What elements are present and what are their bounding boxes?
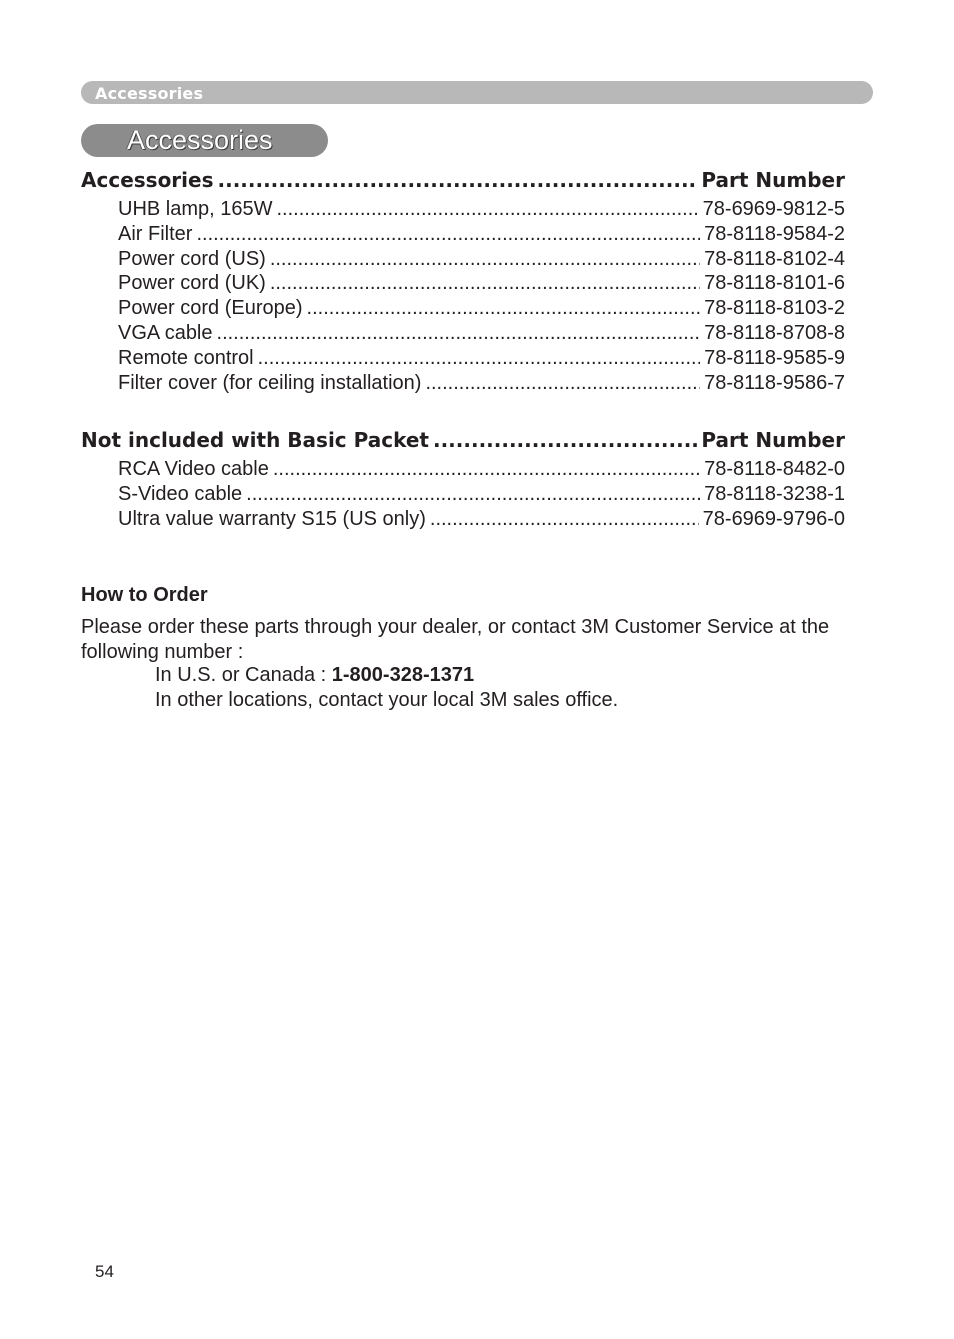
item-part-number: 78-8118-8102-4 bbox=[704, 247, 845, 270]
leader-dots bbox=[270, 271, 700, 296]
list-item bbox=[118, 321, 845, 346]
list-item bbox=[118, 247, 845, 272]
item-name: RCA Video cable bbox=[118, 458, 269, 480]
us-canada-line bbox=[155, 664, 474, 687]
accessories-list bbox=[118, 197, 845, 395]
header-bar bbox=[81, 81, 873, 104]
leader-dots bbox=[246, 482, 700, 507]
list-item bbox=[118, 296, 845, 321]
item-part-number: 78-8118-9585-9 bbox=[704, 346, 845, 369]
leader-dots bbox=[218, 168, 698, 192]
list-item bbox=[118, 197, 845, 222]
item-part-number: 78-8118-3238-1 bbox=[704, 482, 845, 505]
page-number: 54 bbox=[95, 1262, 114, 1281]
not-included-list bbox=[118, 457, 845, 531]
item-name: Power cord (Europe) bbox=[118, 297, 303, 320]
list-item bbox=[118, 482, 845, 507]
page-title: Accessories bbox=[127, 125, 273, 155]
list-item bbox=[118, 371, 845, 396]
not-included-section bbox=[81, 428, 845, 531]
leader-dots bbox=[307, 296, 701, 321]
item-part-number: 78-8118-8103-2 bbox=[704, 297, 845, 320]
not-included-heading: Not included with Basic Packet bbox=[81, 428, 429, 452]
leader-dots bbox=[425, 371, 700, 396]
leader-dots bbox=[430, 507, 699, 532]
list-item bbox=[118, 346, 845, 371]
part-number-heading: Part Number bbox=[701, 428, 845, 452]
item-part-number: 78-8118-8101-6 bbox=[704, 272, 845, 295]
list-item bbox=[118, 271, 845, 296]
leader-dots bbox=[258, 346, 701, 371]
title-pill bbox=[81, 124, 328, 157]
leader-dots bbox=[277, 197, 699, 222]
list-item bbox=[118, 457, 845, 482]
not-included-heading-row bbox=[81, 428, 845, 454]
item-name: Filter cover (for ceiling installation) bbox=[118, 371, 422, 394]
item-name: Power cord (US) bbox=[118, 247, 266, 270]
how-to-order-body: Please order these parts through your dealer, or contact 3M Customer Service at the following number : bbox=[81, 616, 830, 663]
us-phone-number: 1-800-328-1371 bbox=[331, 664, 475, 686]
item-name: UHB lamp, 165W bbox=[118, 198, 273, 220]
list-item bbox=[118, 507, 845, 532]
item-name: VGA cable bbox=[118, 321, 213, 344]
accessories-heading-row bbox=[81, 168, 845, 194]
item-name: Ultra value warranty S15 (US only) bbox=[118, 507, 426, 530]
leader-dots bbox=[217, 321, 701, 346]
us-canada-label: In U.S. or Canada : bbox=[155, 664, 332, 686]
how-to-order-title: How to Order bbox=[81, 584, 208, 606]
item-name: Power cord (UK) bbox=[118, 272, 266, 295]
item-part-number: 78-8118-8708-8 bbox=[704, 321, 845, 344]
accessories-heading: Accessories bbox=[81, 168, 214, 192]
item-name: Air Filter bbox=[118, 222, 193, 245]
item-name: Remote control bbox=[118, 346, 254, 369]
other-locations-line: In other locations, contact your local 3M sales office. bbox=[155, 689, 619, 711]
leader-dots bbox=[433, 428, 697, 452]
item-part-number: 78-8118-8482-0 bbox=[704, 458, 845, 480]
leader-dots bbox=[196, 222, 700, 247]
item-part-number: 78-8118-9586-7 bbox=[704, 371, 845, 394]
list-item bbox=[118, 222, 845, 247]
accessories-section bbox=[81, 168, 845, 395]
leader-dots bbox=[270, 247, 700, 272]
leader-dots bbox=[273, 457, 700, 482]
item-part-number: 78-6969-9796-0 bbox=[702, 507, 845, 530]
item-part-number: 78-8118-9584-2 bbox=[704, 222, 845, 245]
part-number-heading: Part Number bbox=[701, 168, 845, 192]
item-name: S-Video cable bbox=[118, 482, 243, 505]
header-label: Accessories bbox=[95, 84, 204, 103]
item-part-number: 78-6969-9812-5 bbox=[702, 198, 845, 220]
